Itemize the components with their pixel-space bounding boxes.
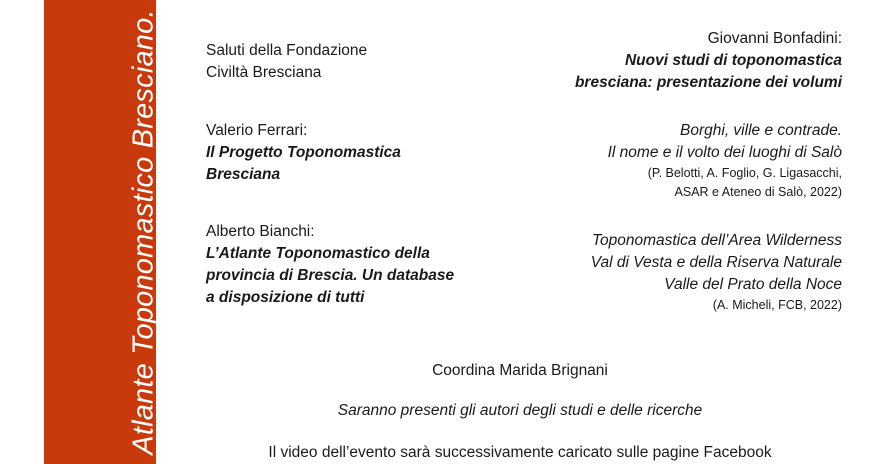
speaker-name: Alberto Bianchi: [206,223,315,240]
talk-title-line-1: L’Atlante Toponomastico della [206,245,430,262]
greeting-line-1: Saluti della Fondazione [206,42,368,59]
talk-title-line-2: Bresciana [206,166,281,183]
book-credits-line-1: (P. Belotti, A. Foglio, G. Ligasacchi, [647,166,842,180]
book-credits-line-2: ASAR e Ateneo di Salò, 2022) [674,185,842,199]
talk-title-line-1: Nuovi studi di toponomastica [624,52,842,69]
book-wilderness-block [591,230,842,315]
book-credits: (A. Micheli, FCB, 2022) [712,298,842,312]
talk-title-line-2: provincia di Brescia. Un database [206,267,455,284]
video-note: Il video dell’evento sarà successivamente caricato sulle pagine Facebook [268,444,772,461]
book-title-line-2: Il nome e il volto dei luoghi di Salò [607,144,842,161]
authors-note: Saranno presenti gli autori degli studi e delle ricerche [337,402,703,419]
sidebar-title: Atlante Toponomastico Bresciano. [127,9,160,455]
greeting-block [206,40,367,84]
speaker-name: Giovanni Bonfadini: [707,30,842,47]
book-borghi-block [608,120,842,202]
moderator-line: Coordina Marida Brignani [432,362,608,379]
speaker-ferrari-block [206,120,401,186]
sidebar-band [44,0,160,464]
speaker-name: Valerio Ferrari: [206,122,308,139]
talk-title-line-3: a disposizione di tutti [206,289,365,306]
speaker-bonfadini-block [575,28,842,94]
book-title-line-3: Valle del Prato della Noce [664,276,842,293]
book-title-line-1: Borghi, ville e contrade. [680,122,842,139]
book-title-line-1: Toponomastica dell’Area Wilderness [592,232,842,249]
speaker-bianchi-block [206,221,454,309]
greeting-line-2: Civiltà Bresciana [206,64,322,81]
book-title-line-2: Val di Vesta e della Riserva Naturale [590,254,842,271]
talk-title-line-2: bresciana: presentazione dei volumi [574,74,842,91]
talk-title-line-1: Il Progetto Toponomastica [206,144,401,161]
